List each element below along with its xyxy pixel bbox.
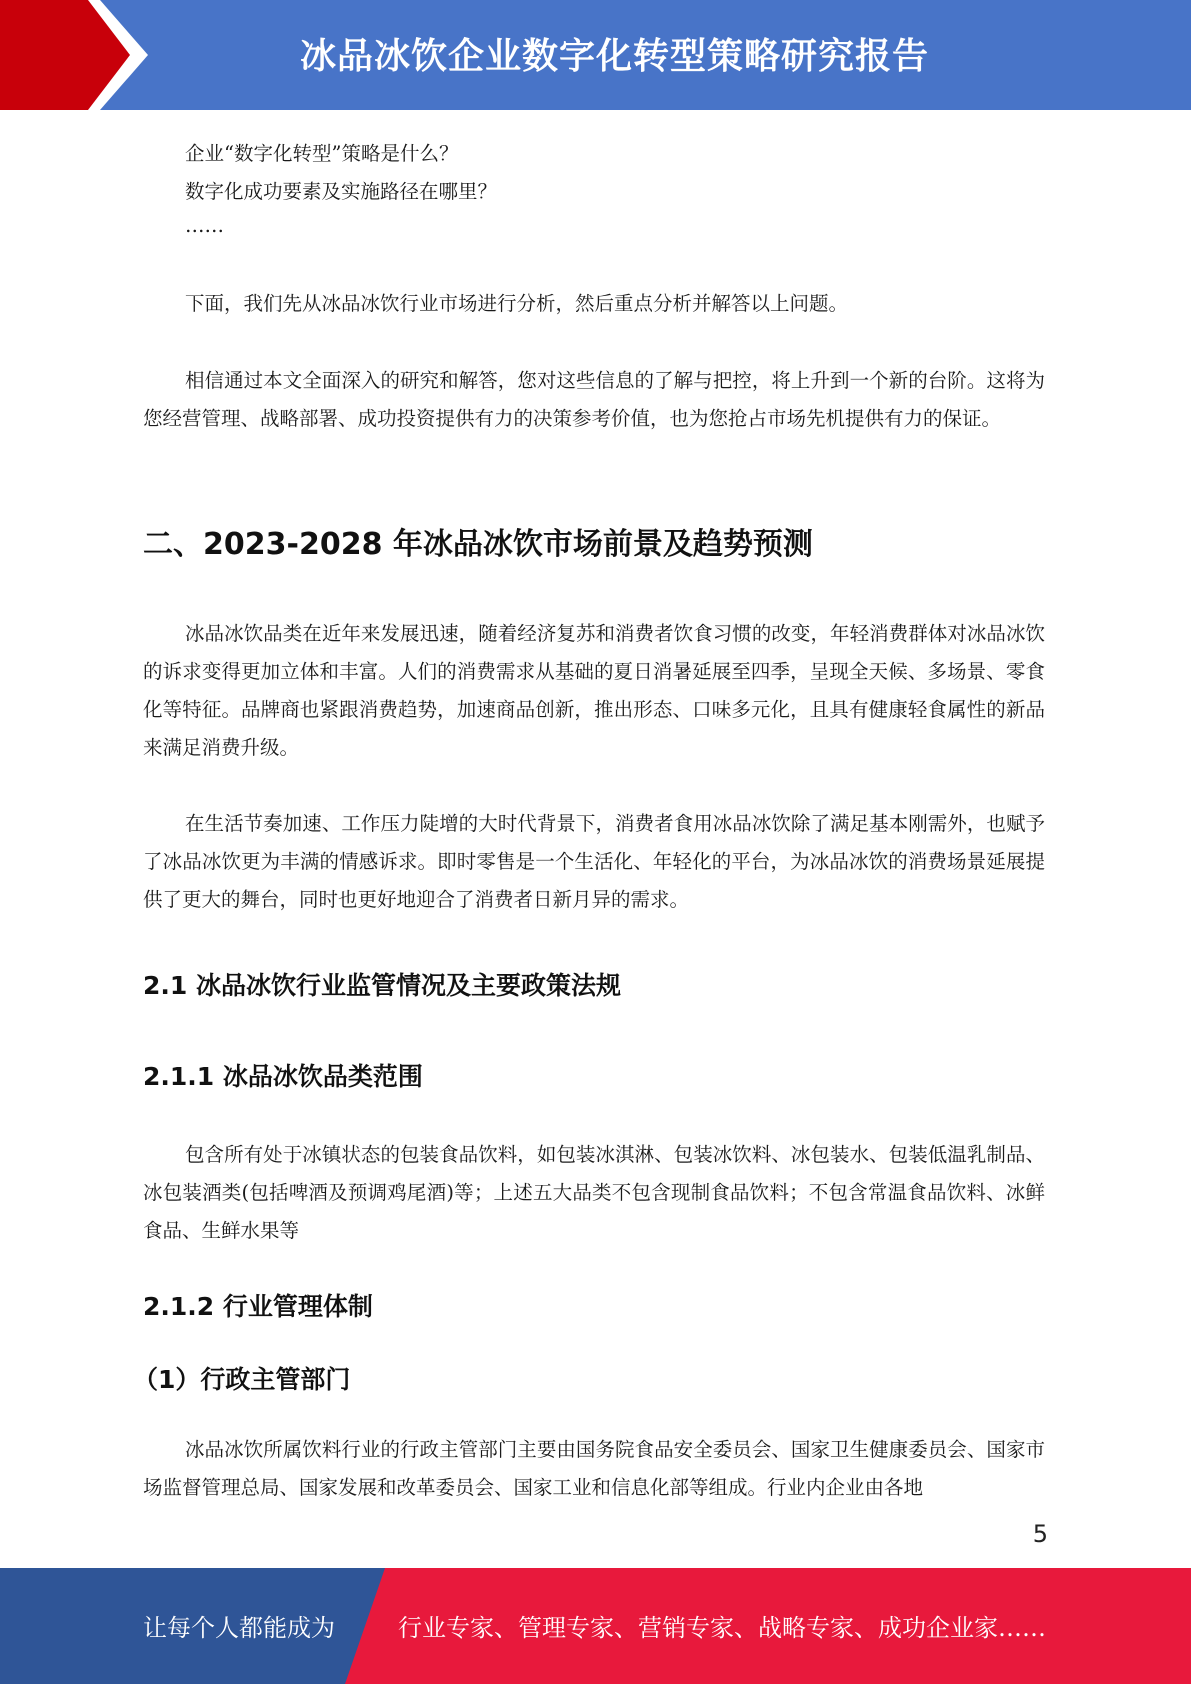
- paragraph-value: 相信通过本文全面深入的研究和解答，您对这些信息的了解与把控，将上升到一个新的台阶。这将为您经营管理、战略部署、成功投资提供有力的决策参考价值，也为您抢占市场先机提供有力的保证。: [143, 369, 1045, 430]
- paragraph-trend: 冰品冰饮品类在近年来发展迅速，随着经济复苏和消费者饮食习惯的改变，年轻消费群体对冰品冰饮的诉求变得更加立体和丰富。人们的消费需求从基础的夏日消暑延展至四季，呈现全天候、多场景、零食化等特征。品牌商也紧跟消费趋势，加速商品创新，推出形态、口味多元化，且具有健康轻食属性的新品来满足消费升级。: [143, 622, 1045, 759]
- subsection-heading-2-1: 2.1 冰品冰饮行业监管情况及主要政策法规: [143, 971, 621, 1000]
- page-header: [0, 0, 1191, 110]
- subsection-heading-admin: （1）行政主管部门: [133, 1365, 351, 1394]
- paragraph-scope: 包含所有处于冰镇状态的包装食品饮料，如包装冰淇淋、包装冰饮料、冰包装水、包装低温乳制品、冰包装酒类(包括啤酒及预调鸡尾酒)等；上述五大品类不包含现制食品饮料；不包含常温食品饮料、冰鲜食品、生鲜水果等: [143, 1143, 1045, 1242]
- question-2: 数字化成功要素及实施路径在哪里？: [185, 180, 498, 203]
- subsection-heading-2-1-1: 2.1.1 冰品冰饮品类范围: [143, 1062, 423, 1091]
- paragraph-scene: 在生活节奏加速、工作压力陡增的大时代背景下，消费者食用冰品冰饮除了满足基本刚需外，也赋予了冰品冰饮更为丰满的情感诉求。即时零售是一个生活化、年轻化的平台，为冰品冰饮的消费场景延展提供了更大的舞台，同时也更好地迎合了消费者日新月异的需求。: [143, 812, 1045, 911]
- subsection-heading-2-1-2: 2.1.2 行业管理体制: [143, 1292, 373, 1321]
- page-footer: [0, 1568, 1191, 1684]
- paragraph-admin: 冰品冰饮所属饮料行业的行政主管部门主要由国务院食品安全委员会、国家卫生健康委员会、国家市场监督管理总局、国家发展和改革委员会、国家工业和信息化部等组成。行业内企业由各地: [143, 1438, 1045, 1499]
- header-title: 冰品冰饮企业数字化转型策略研究报告: [300, 36, 930, 77]
- question-ellipsis: ……: [185, 214, 224, 237]
- section-heading: 二、2023-2028 年冰品冰饮市场前景及趋势预测: [143, 527, 813, 562]
- paragraph-intro: 下面，我们先从冰品冰饮行业市场进行分析，然后重点分析并解答以上问题。: [185, 292, 849, 315]
- footer-slogan-right: 行业专家、管理专家、营销专家、战略专家、成功企业家……: [398, 1614, 1046, 1642]
- footer-slogan-left: 让每个人都能成为: [143, 1614, 335, 1642]
- page-number: 5: [1032, 1520, 1048, 1548]
- question-1: 企业“数字化转型”策略是什么？: [185, 142, 459, 165]
